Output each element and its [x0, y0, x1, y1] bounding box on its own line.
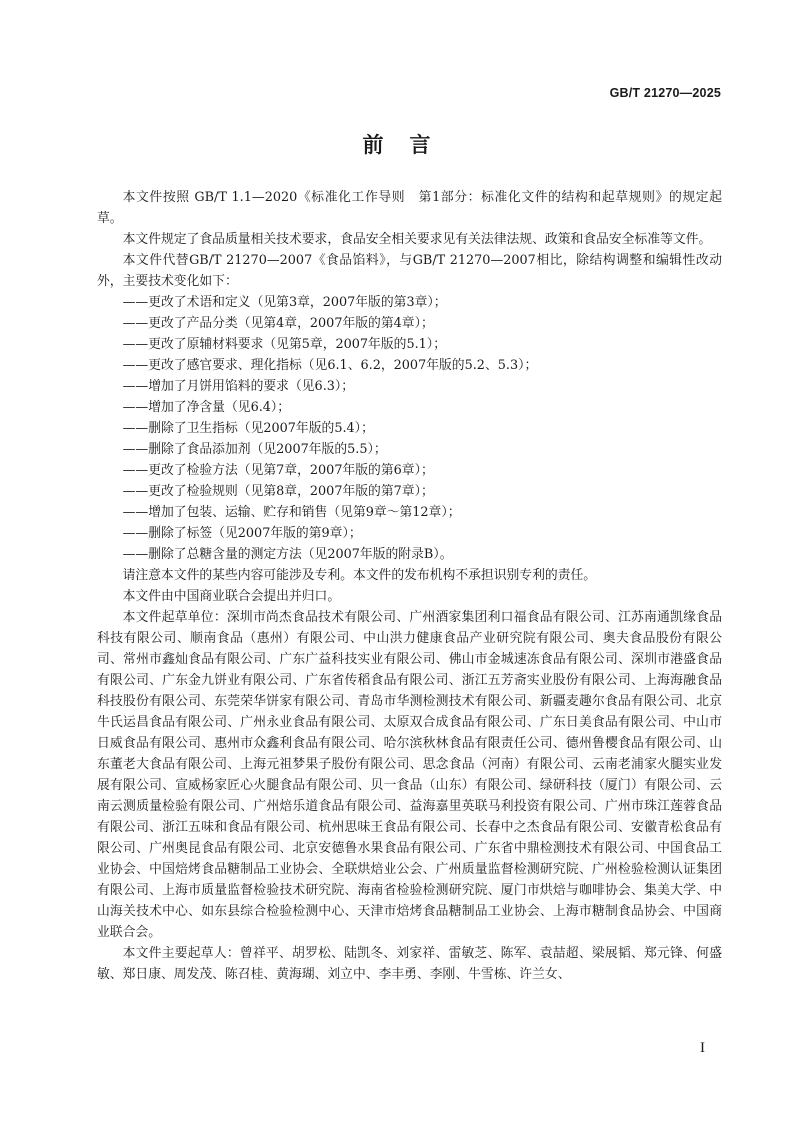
page-title: 前言	[362, 133, 457, 157]
list-item: ——更改了感官要求、理化指标（见6.1、6.2，2007年版的5.2、5.3）；	[122, 358, 538, 373]
list-item: ——增加了月饼用馅料的要求（见6.3）；	[122, 379, 355, 394]
list-item: ——更改了原辅材料要求（见第5章，2007年版的5.1）；	[122, 337, 446, 352]
paragraph-drafting-units: 本文件起草单位：深圳市尚杰食品技术有限公司、广州酒家集团利口福食品有限公司、江苏南通凯缘食品科技有限公司、顺南食品（惠州）有限公司、中山洪力健康食品产业研究院有限公司、奥夫食品股份有限公司、常州市鑫灿食品有限公司、广东广益科技实业有限公司、佛山市金城速冻食品有限公司、深圳市港盛食品有限公司、广东金九饼业有限公司、广东省传稻食品有限公司、浙江五芳斋实业股份有限公司、上海海融食品科技股份有限公司、东莞荣华饼家有限公司、青岛市华测检测技术有限公司、新疆麦趣尔食品有限公司、北京牛氏运昌食品有限公司、广州永业食品有限公司、太原双合成食品有限公司、广东日美食品有限公司、中山市日威食品有限公司、惠州市众鑫利食品有限公司、哈尔滨秋林食品有限责任公司、德州鲁樱食品有限公司、山东董老大食品有限公司、上海元祖梦果子股份有限公司、思念食品（河南）有限公司、云南老浦家火腿实业发展有限公司、宣威杨家匠心火腿食品有限公司、贝一食品（山东）有限公司、绿研科技（厦门）有限公司、云南云测质量检验有限公司、广州焙乐道食品有限公司、益海嘉里英联马利投资有限公司、广州市珠江莲蓉食品有限公司、浙江五味和食品有限公司、杭州思味王食品有限公司、长春中之杰食品有限公司、安徽青松食品有限公司、广州奥昆食品有限公司、北京安德鲁水果食品有限公司、广东省中鼎检测技术有限公司、中国食品工业协会、中国焙烤食品糖制品工业协会、全联烘焙业公会、广州质量监督检测研究院、广州检验检测认证集团有限公司、上海市质量监督检验技术研究院、海南省检验检测研究院、厦门市烘焙与咖啡协会、集美大学、中山海关技术中心、如东县综合检验检测中心、天津市焙烤食品糖制品工业协会、上海市糖制食品协会、中国商业联合会。	[97, 610, 722, 940]
list-item: ——更改了检验规则（见第8章，2007年版的第7章）；	[122, 484, 434, 499]
list-item: ——增加了净含量（见6.4）；	[122, 400, 291, 415]
list-item: ——更改了检验方法（见第7章，2007年版的第6章）；	[122, 463, 434, 478]
paragraph-patent-note: 请注意本文件的某些内容可能涉及专利。本文件的发布机构不承担识别专利的责任。	[122, 568, 597, 583]
list-item: ——删除了食品添加剂（见2007年版的5.5）；	[122, 442, 387, 457]
paragraph-replacement: 本文件代替GB/T 21270—2007《食品馅料》，与GB/T 21270—2007相比，除结构调整和编辑性改动外，主要技术变化如下：	[97, 253, 722, 289]
paragraph-drafting-rules: 本文件按照 GB/T 1.1—2020《标准化工作导则 第1部分：标准化文件的结构和起草规则》的规定起草。	[97, 190, 722, 226]
list-item: ——增加了包装、运输、贮存和销售（见第9章～第12章）；	[122, 505, 461, 520]
document-body	[97, 187, 722, 985]
list-item: ——更改了术语和定义（见第3章，2007年版的第3章）；	[122, 295, 447, 310]
standard-code: GB/T 21270—2025	[609, 86, 721, 100]
list-item: ——删除了总糖含量的测定方法（见2007年版的附录B）。	[122, 547, 453, 562]
page-number: I	[700, 1040, 705, 1056]
list-item: ——删除了卫生指标（见2007年版的5.4）；	[122, 421, 374, 436]
paragraph-scope-note: 本文件规定了食品质量相关技术要求，食品安全相关要求见有关法律法规、政策和食品安全标准等文件。	[122, 232, 712, 247]
list-item: ——删除了标签（见2007年版的第9章）；	[122, 526, 362, 541]
paragraph-drafters: 本文件主要起草人：曾祥平、胡罗松、陆凯冬、刘家祥、雷敏芝、陈军、袁喆超、梁展韬、郑元锋、何盛敏、郑日康、周发茂、陈召桂、黄海瑚、刘立中、李丰勇、李刚、牛雪栋、许兰女、	[97, 946, 722, 982]
paragraph-proposer: 本文件由中国商业联合会提出并归口。	[122, 589, 341, 604]
changes-list	[97, 292, 722, 565]
list-item: ——更改了产品分类（见第4章，2007年版的第4章）；	[122, 316, 434, 331]
